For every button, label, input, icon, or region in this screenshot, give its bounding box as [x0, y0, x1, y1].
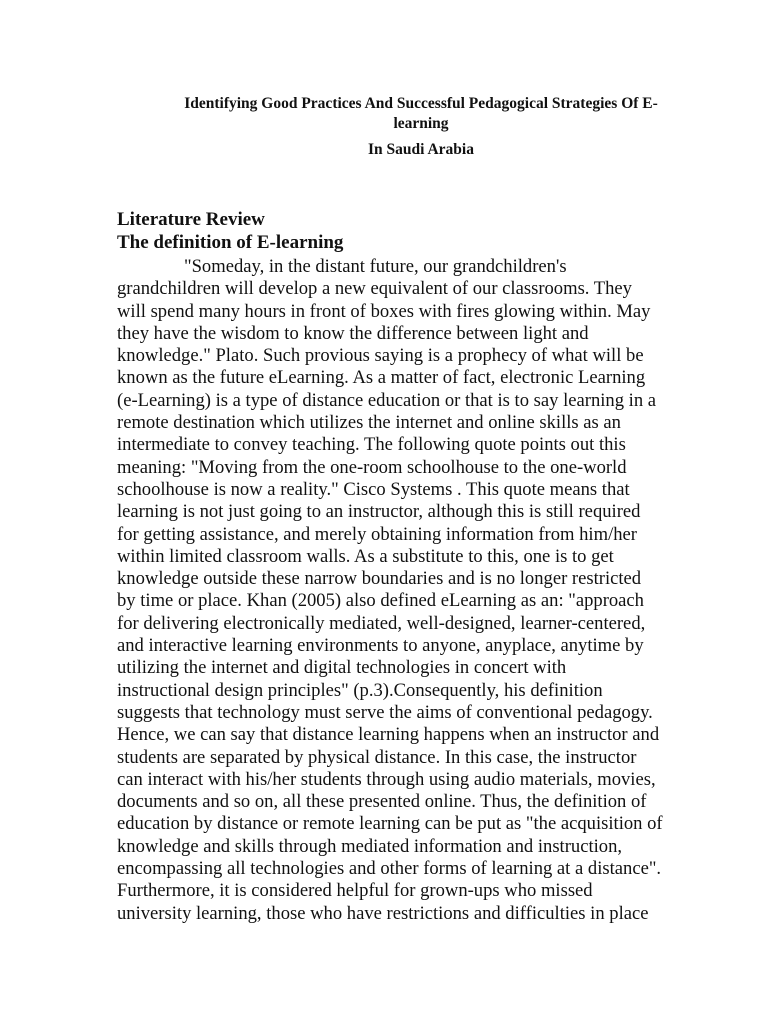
body-line: education by distance or remote learning can be put as "the acquisition of [117, 813, 663, 835]
body-line: Hence, we can say that distance learning happens when an instructor and [117, 724, 660, 746]
body-line: knowledge." Plato. Such provious saying is a prophecy of what will be [117, 345, 644, 367]
body-line: knowledge outside these narrow boundaries and is no longer restricted [117, 568, 642, 590]
body-line: intermediate to convey teaching. The following quote points out this [117, 434, 626, 456]
title-line: Identifying Good Practices And Successful Pedagogical Strategies Of E- [184, 95, 658, 112]
body-line: schoolhouse is now a reality." Cisco Systems . This quote means that [117, 478, 630, 500]
body-line: suggests that technology must serve the aims of conventional pedagogy. [117, 701, 653, 723]
body-line: can interact with his/her students through using audio materials, movies, [117, 768, 656, 790]
body-line: documents and so on, all these presented online. Thus, the definition of [117, 791, 647, 813]
body-line: and interactive learning environments to anyone, anyplace, anytime by [117, 635, 644, 657]
title-line: learning [393, 115, 449, 132]
body-line: known as the future eLearning. As a matter of fact, electronic Learning [117, 367, 646, 389]
body-line: remote destination which utilizes the internet and online skills as an [117, 412, 621, 434]
body-line: within limited classroom walls. As a substitute to this, one is to get [117, 545, 614, 567]
body-line: learning is not just going to an instructor, although this is still required [117, 501, 641, 523]
body-line: will spend many hours in front of boxes with fires glowing within. May [117, 300, 651, 322]
body-line: for delivering electronically mediated, well-designed, learner-centered, [117, 612, 646, 634]
body-line: encompassing all technologies and other forms of learning at a distance". [117, 858, 662, 880]
body-line: instructional design principles" (p.3).Consequently, his definition [117, 679, 603, 701]
body-line: university learning, those who have restrictions and difficulties in place [117, 902, 649, 924]
body-line: "Someday, in the distant future, our grandchildren's [184, 256, 567, 277]
body-line: students are separated by physical distance. In this case, the instructor [117, 746, 637, 768]
body-line: meaning: "Moving from the one-room schoolhouse to the one-world [117, 456, 627, 478]
body-line: knowledge and skills through mediated information and instruction, [117, 835, 623, 857]
document-subtitle: In Saudi Arabia [368, 141, 474, 158]
body-line: utilizing the internet and digital technologies in concert with [117, 657, 567, 679]
body-line: grandchildren will develop a new equivalent of our classrooms. They [117, 278, 632, 300]
body-line: for getting assistance, and merely obtaining information from him/her [117, 523, 637, 545]
body-paragraph [117, 256, 737, 925]
subsection-heading: The definition of E-learning [117, 232, 344, 253]
section-heading: Literature Review [117, 209, 265, 230]
body-line: Furthermore, it is considered helpful for grown-ups who missed [117, 880, 593, 902]
document-title [118, 94, 724, 160]
body-line: by time or place. Khan (2005) also defined eLearning as an: "approach [117, 590, 644, 612]
body-line: (e-Learning) is a type of distance education or that is to say learning in a [117, 389, 657, 411]
body-line: they have the wisdom to know the difference between light and [117, 322, 589, 344]
